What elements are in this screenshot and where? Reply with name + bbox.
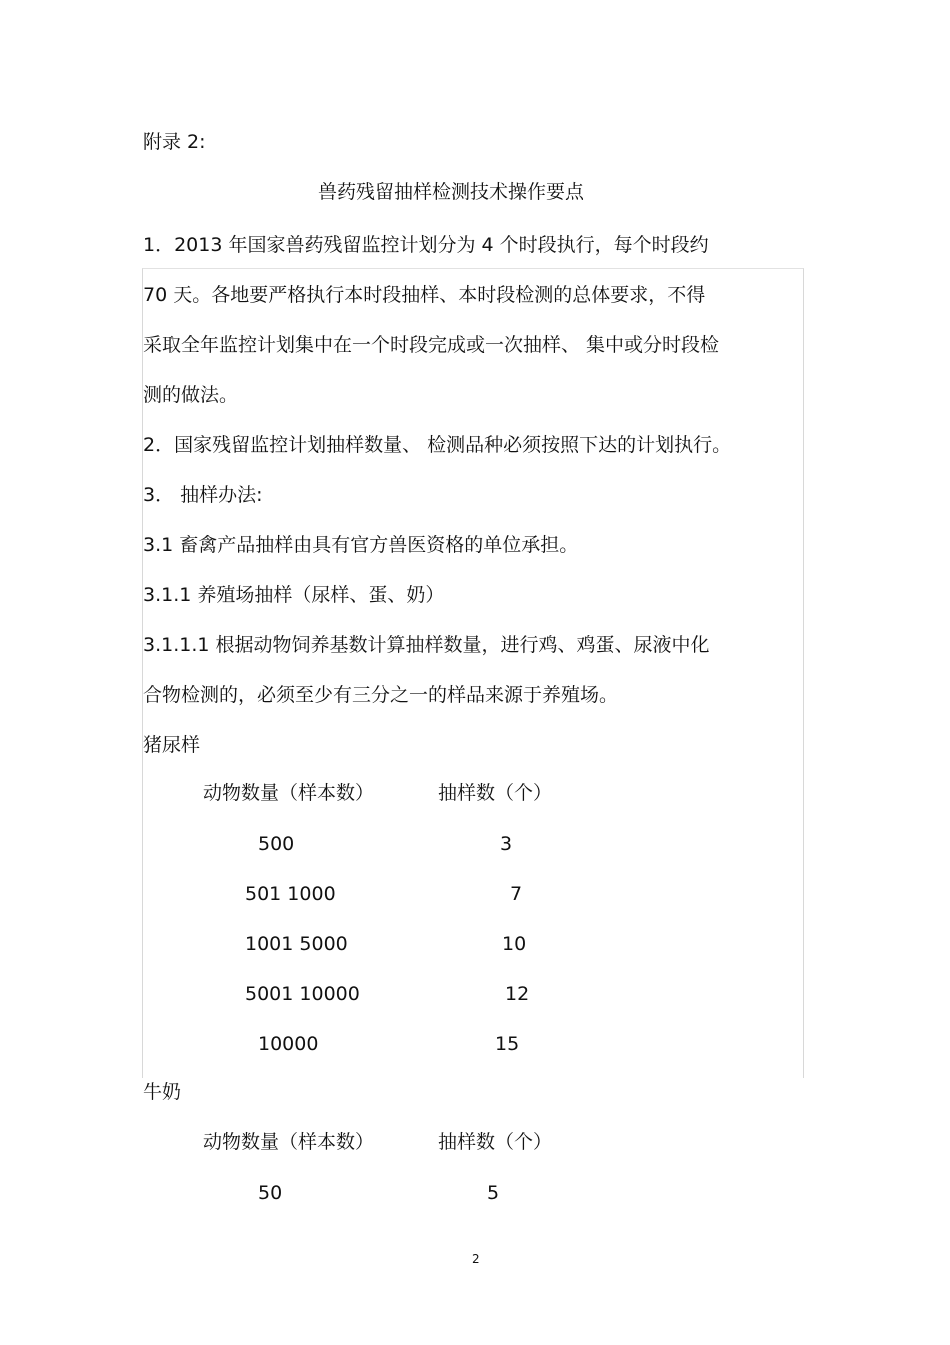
page-border-frame — [142, 268, 804, 1078]
section-3-1: 3.1 畜禽产品抽样由具有官方兽医资格的单位承担。 — [143, 534, 579, 556]
paragraph-1-line-1: 1．2013 年国家兽药残留监控计划分为 4 个时段执行，每个时段约 — [143, 234, 709, 256]
milk-header-samples: 抽样数（个） — [438, 1131, 553, 1153]
pig-urine-row-4-samples: 12 — [505, 983, 530, 1005]
pig-urine-label: 猪尿样 — [143, 734, 201, 756]
section-3-1-1: 3.1.1 养殖场抽样（尿样、蛋、奶） — [143, 584, 445, 606]
pig-urine-row-5-count: 10000 — [258, 1033, 319, 1055]
section-3-1-1-1-line-2: 合物检测的，必须至少有三分之一的样品来源于养殖场。 — [143, 684, 619, 706]
pig-urine-row-3-samples: 10 — [502, 933, 527, 955]
milk-row-1-samples: 5 — [487, 1182, 500, 1204]
milk-label: 牛奶 — [143, 1081, 182, 1103]
pig-urine-row-2-count: 501 1000 — [245, 883, 336, 905]
paragraph-1-line-3: 采取全年监控计划集中在一个时段完成或一次抽样、 集中或分时段检 — [143, 334, 720, 356]
paragraph-1-line-2: 70 天。各地要严格执行本时段抽样、本时段检测的总体要求，不得 — [143, 284, 706, 306]
section-3-1-1-1-line-1: 3.1.1.1 根据动物饲养基数计算抽样数量，进行鸡、鸡蛋、尿液中化 — [143, 634, 710, 656]
appendix-label: 附录 2: — [143, 131, 206, 153]
pig-urine-row-1-count: 500 — [258, 833, 295, 855]
pig-urine-row-5-samples: 15 — [495, 1033, 520, 1055]
pig-urine-row-3-count: 1001 5000 — [245, 933, 348, 955]
milk-row-1-count: 50 — [258, 1182, 283, 1204]
milk-header-count: 动物数量（样本数） — [203, 1131, 375, 1153]
pig-urine-row-4-count: 5001 10000 — [245, 983, 360, 1005]
paragraph-2: 2．国家残留监控计划抽样数量、 检测品种必须按照下达的计划执行。 — [143, 434, 732, 456]
page-number: 2 — [472, 1252, 480, 1266]
pig-urine-header-count: 动物数量（样本数） — [203, 782, 375, 804]
paragraph-3: 3． 抽样办法: — [143, 484, 263, 506]
pig-urine-row-2-samples: 7 — [510, 883, 523, 905]
document-title: 兽药残留抽样检测技术操作要点 — [318, 181, 585, 203]
pig-urine-row-1-samples: 3 — [500, 833, 513, 855]
pig-urine-header-samples: 抽样数（个） — [438, 782, 553, 804]
paragraph-1-line-4: 测的做法。 — [143, 384, 239, 406]
